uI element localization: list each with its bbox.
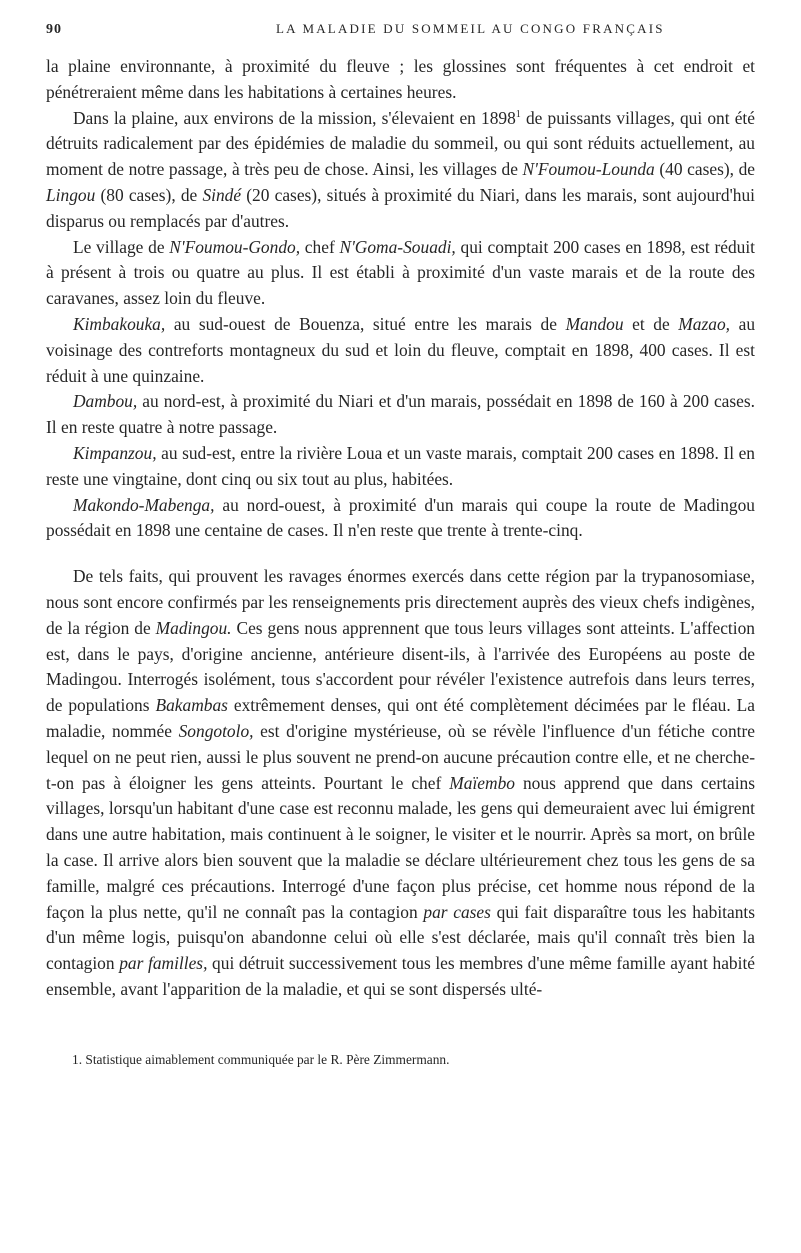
- page-number: 90: [46, 22, 62, 37]
- text-run: qui fait disparaître tous les habitants d'un même logis, puisqu'on abandonne celui où elle s'est déclarée, mais qu'il connaît très bien la contagion: [46, 901, 755, 974]
- marsh-name: Mandou: [565, 313, 624, 334]
- marsh-name: Mazao,: [678, 313, 730, 334]
- text-run: (40 cases), de: [654, 159, 755, 180]
- text-run: Ces gens nous apprennent que tous leurs villages sont atteints. L'affection est, dans le pays, d'origine ancienne, antérieure disent-ils, à l'arrivée des Européens au poste de Madingou. Interrogés isolément, tous s'accordent pour révéler l'existence autrefois dans leurs terres, de populations: [46, 617, 755, 716]
- paragraph-gap: [46, 544, 755, 564]
- footnote: 1. Statistique aimablement communiquée par le R. Père Zimmermann.: [72, 1051, 450, 1067]
- paragraph-plain-environs: [46, 54, 755, 106]
- chief-name: Maïembo: [449, 772, 515, 793]
- text-run: nous apprend que dans certains villages, lorsqu'un habitant d'une case est reconnu malade, les gens qui demeuraient avec lui émigrent dans une autre habitation, mais continuent à le soigner, le visiter et le nourrir. Après sa mort, on brûle la case. Il arrive alors bien souvent que la maladie se déclare ultérieurement chez tous les gens de sa famille, malgré ces précautions. Interrogé d'une façon plus précise, cet homme nous répond de la façon la plus nette, qu'il ne connaît pas la contagion: [46, 772, 755, 922]
- text-run: Dans la plaine, aux environs de la mission, s'élevaient en 1898: [72, 107, 516, 128]
- place-name: Madingou.: [155, 617, 232, 638]
- text-run: de puissants villages, qui ont été détruits radicalement par des épidémies de maladie du sommeil, ou qui sont réduits actuellement, au moment de notre passage, à très peu de chose. Ainsi, les villages de: [46, 107, 755, 180]
- text-run: au nord-est, à proximité du Niari et d'un marais, possédait en 1898 de 160 à 200 cases. Il en reste quatre à notre passage.: [46, 391, 755, 438]
- paragraph-kimpanzou: [46, 441, 755, 493]
- paragraph-kimbakouka: [46, 312, 755, 389]
- text-run: De tels faits, qui prouvent les ravages énormes exercés dans cette région par la trypanosomiase, nous sont encore confirmés par les renseignements pris directement auprès des vieux chefs indigènes, de la région de: [46, 566, 755, 638]
- running-title: LA MALADIE DU SOMMEIL AU CONGO FRANÇAIS: [276, 21, 665, 36]
- text-run: (20 cases), situés à proximité du Niari, dans les marais, sont aujourd'hui disparus ou remplacés par d'autres.: [46, 184, 755, 231]
- village-name: Makondo-Mabenga,: [72, 494, 215, 515]
- text-run: au nord-ouest, à proximité d'un marais qui coupe la route de Madingou possédait en 1898 une centaine de cases. Il n'en reste que trente à trente-cinq.: [46, 494, 755, 541]
- village-name: Kimpanzou,: [72, 442, 157, 463]
- disease-name: Songotolo,: [178, 720, 254, 741]
- people-name: Bakambas: [155, 695, 228, 716]
- text-run: Le village de: [72, 236, 170, 257]
- paragraph-chiefs-testimony: [46, 564, 755, 1003]
- text-run: et de: [623, 313, 679, 334]
- text-run: (80 cases), de: [95, 184, 203, 205]
- village-name: Kimbakouka,: [72, 313, 166, 334]
- village-name: Dambou,: [72, 391, 138, 412]
- text-run: qui détruit successivement tous les membres d'une même famille ayant habité ensemble, avant l'apparition de la maladie, et qui se sont dispersés ulté-: [46, 953, 755, 999]
- page-header: [46, 16, 755, 46]
- paragraph-dambou: [46, 389, 755, 441]
- paragraph-text: la plaine environnante, à proximité du fleuve ; les glossines sont fréquentes à cet endroit et pénétreraient même dans les habitations à certaines heures.: [46, 56, 755, 102]
- village-name: Lingou: [46, 184, 96, 205]
- paragraph-mission-villages: [46, 106, 755, 235]
- text-run: est d'origine mystérieuse, où se révèle l'influence d'un fétiche contre lequel on ne peut rien, aussi le plus souvent ne prend-on aucune précaution contre elle, et ne cherche-t-on pas à éloigner les gens atteints. Pourtant le chef: [46, 720, 755, 793]
- village-name: N'Foumou-Gondo,: [169, 236, 301, 257]
- footnote-reference: 1: [515, 108, 521, 120]
- emphasis: par familles,: [119, 953, 208, 974]
- chief-name: N'Goma-Souadi,: [339, 236, 456, 257]
- text-run: au sud-est, entre la rivière Loua et un vaste marais, comptait 200 cases en 1898. Il en reste une vingtaine, dont cinq ou six tout au plus, habitées.: [46, 442, 755, 489]
- paragraph-nfoumou-gondo: [46, 235, 755, 312]
- village-name: Sindé: [202, 184, 242, 205]
- emphasis: par cases: [423, 901, 491, 922]
- text-run: au sud-ouest de Bouenza, situé entre les marais de: [165, 313, 566, 334]
- text-run: chef: [300, 236, 340, 257]
- paragraph-makondo-mabenga: [46, 493, 755, 545]
- village-name: N'Foumou-Lounda: [522, 159, 655, 180]
- text-run: au voisinage des contreforts montagneux du sud et loin du fleuve, comptait en 1898, 400 cases. Il est réduit à une quinzaine.: [46, 313, 756, 386]
- text-run: qui comptait 200 cases en 1898, est réduit à présent à trois ou quatre au plus. Il est établi à proximité d'un vaste marais et de la route des caravanes, assez loin du fleuve.: [46, 236, 756, 309]
- text-run: extrêmement denses, qui ont été complètement décimées par le fléau. La maladie, nommée: [46, 695, 756, 741]
